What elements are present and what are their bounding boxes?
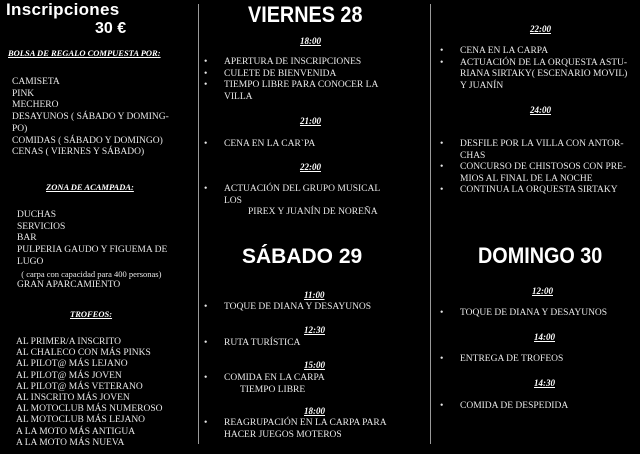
list-item: AL INSCRITO MÁS JOVEN	[16, 393, 130, 404]
trophies-list	[16, 337, 162, 449]
gift-bag-list	[12, 77, 169, 159]
list-item: Y JUANÍN	[460, 80, 504, 91]
column-registration	[0, 0, 196, 454]
event-list	[432, 401, 568, 413]
list-item: • CONTINUA LA ORQUESTA SIRTAKY	[440, 185, 618, 195]
event-list	[196, 57, 378, 103]
list-item: • CULETE DE BIENVENIDA	[204, 68, 337, 79]
event-list	[432, 139, 626, 197]
event-list	[196, 338, 300, 350]
list-item: • COMIDA EN LA CARPA	[204, 373, 325, 383]
bullet-icon: •	[204, 57, 208, 67]
registration-price: 30 €	[95, 20, 127, 37]
list-item: CENAS ( VIERNES Y SÁBADO)	[12, 147, 145, 158]
event-list	[432, 46, 627, 92]
list-item: • ACTUACIÓN DE LA ORQUESTA ASTU-	[440, 57, 628, 68]
event-list	[432, 308, 607, 320]
list-item: CAMISETA	[12, 77, 60, 87]
event-time: 12:00	[532, 286, 553, 296]
bullet-icon: •	[440, 57, 444, 68]
list-item: HACER JUEGOS MOTEROS	[224, 429, 342, 440]
event-time: 18:00	[304, 406, 325, 416]
list-item: AL MOTOCLUB MÁS NUMEROSO	[16, 404, 163, 415]
list-item: AL PILOT@ MÁS JOVEN	[16, 370, 122, 381]
friday-title: VIERNES 28	[248, 2, 363, 27]
camping-list	[17, 210, 167, 292]
list-item: ( carpa con capacidad para 400 personas)	[17, 268, 162, 279]
event-time: 14:00	[534, 332, 555, 342]
event-list	[196, 139, 315, 151]
trophies-heading: TROFEOS:	[70, 309, 113, 319]
list-item: AL PILOT@ MÁS VETERANO	[16, 381, 143, 392]
registration-title: Inscripciones	[6, 0, 120, 19]
list-item: AL CHALECO CON MÁS PINKS	[16, 348, 151, 359]
list-item: • ACTUACIÓN DEL GRUPO MUSICAL	[204, 184, 381, 194]
list-item: CHAS	[460, 150, 486, 161]
list-item: LOS	[224, 195, 242, 206]
event-list	[196, 302, 371, 314]
list-item: AL MOTOCLUB MÁS LEJANO	[16, 415, 146, 426]
bullet-icon: •	[204, 418, 208, 428]
column-divider	[430, 4, 431, 444]
bullet-icon: •	[440, 46, 444, 56]
list-item: RIANA SIRTAKY( ESCENARIO MOVIL)	[460, 69, 628, 79]
gift-bag-heading: BOLSA DE REGALO COMPUESTA POR:	[8, 48, 161, 58]
list-item: • TOQUE DE DIANA Y DESAYUNOS	[204, 302, 372, 312]
list-item: • APERTURA DE INSCRIPCIONES	[204, 57, 362, 67]
column-friday-saturday	[196, 0, 432, 454]
event-time: 18:00	[300, 36, 321, 46]
list-item: COMIDAS ( SÁBADO Y DOMINGO)	[12, 135, 163, 146]
list-item: MIOS AL FINAL DE LA NOCHE	[460, 173, 593, 184]
bullet-icon: •	[440, 401, 444, 411]
event-list	[196, 184, 380, 219]
column-saturday-night-sunday	[432, 0, 640, 454]
event-time: 11:00	[304, 290, 325, 300]
list-item: BAR	[17, 233, 37, 244]
list-item: GRAN APARCAMIENTO	[17, 280, 121, 291]
bullet-icon: •	[204, 68, 208, 79]
bullet-icon: •	[204, 80, 208, 90]
list-item: • ENTREGA DE TROFEOS	[440, 354, 564, 364]
bullet-icon: •	[204, 184, 208, 194]
event-time: 12:30	[304, 325, 325, 335]
event-time: 22:00	[530, 24, 551, 34]
event-list	[432, 354, 563, 366]
list-item: A LA MOTO MÁS NUEVA	[16, 437, 125, 448]
list-item: • DESFILE POR LA VILLA CON ANTOR-	[440, 139, 624, 149]
list-item: AL PRIMER/A INSCRITO	[16, 337, 122, 347]
list-item: VILLA	[224, 91, 253, 102]
bullet-icon: •	[440, 308, 444, 318]
event-time: 24:00	[530, 105, 551, 115]
list-item: PIREX Y JUANÍN DE NOREÑA	[248, 207, 378, 217]
bullet-icon: •	[440, 162, 444, 172]
event-list	[196, 373, 325, 396]
list-item: • RUTA TURÍSTICA	[204, 338, 301, 348]
event-list	[196, 418, 387, 441]
event-time: 21:00	[300, 116, 321, 126]
sunday-title: DOMINGO 30	[478, 243, 603, 268]
bullet-icon: •	[440, 185, 444, 195]
saturday-title: SÁBADO 29	[242, 245, 363, 268]
event-time: 14:30	[534, 378, 555, 388]
list-item: • TIEMPO LIBRE PARA CONOCER LA	[204, 80, 379, 90]
list-item: • CONCURSO DE CHISTOSOS CON PRE-	[440, 162, 627, 172]
list-item: • COMIDA DE DESPEDIDA	[440, 401, 569, 411]
bullet-icon: •	[440, 354, 444, 364]
list-item: • CENA EN LA CARPA	[440, 46, 549, 56]
list-item: PINK	[12, 88, 35, 99]
bullet-icon: •	[204, 373, 208, 383]
list-item: TIEMPO LIBRE	[240, 384, 306, 395]
list-item: DESAYUNOS ( SÁBADO Y DOMING-	[12, 112, 169, 123]
list-item: • CENA EN LA CAR`PA	[204, 139, 316, 149]
bullet-icon: •	[204, 139, 208, 149]
list-item: AL PILOT@ MÁS LEJANO	[16, 359, 128, 370]
list-item: LUGO	[17, 256, 44, 267]
list-item: SERVICIOS	[17, 221, 66, 232]
bullet-icon: •	[204, 302, 208, 312]
list-item: PULPERIA GAUDO Y FIGUEMA DE	[17, 245, 168, 256]
list-item: • TOQUE DE DIANA Y DESAYUNOS	[440, 308, 608, 318]
event-time: 22:00	[300, 162, 321, 172]
event-time: 15:00	[304, 360, 325, 370]
camping-heading: ZONA DE ACAMPADA:	[46, 182, 134, 192]
bullet-icon: •	[204, 338, 208, 348]
list-item: DUCHAS	[17, 210, 57, 220]
list-item: A LA MOTO MÁS ANTIGUA	[16, 426, 136, 437]
bullet-icon: •	[440, 139, 444, 149]
list-item: • REAGRUPACIÓN EN LA CARPA PARA	[204, 418, 387, 428]
list-item: PO)	[12, 123, 28, 134]
list-item: MECHERO	[12, 100, 59, 111]
